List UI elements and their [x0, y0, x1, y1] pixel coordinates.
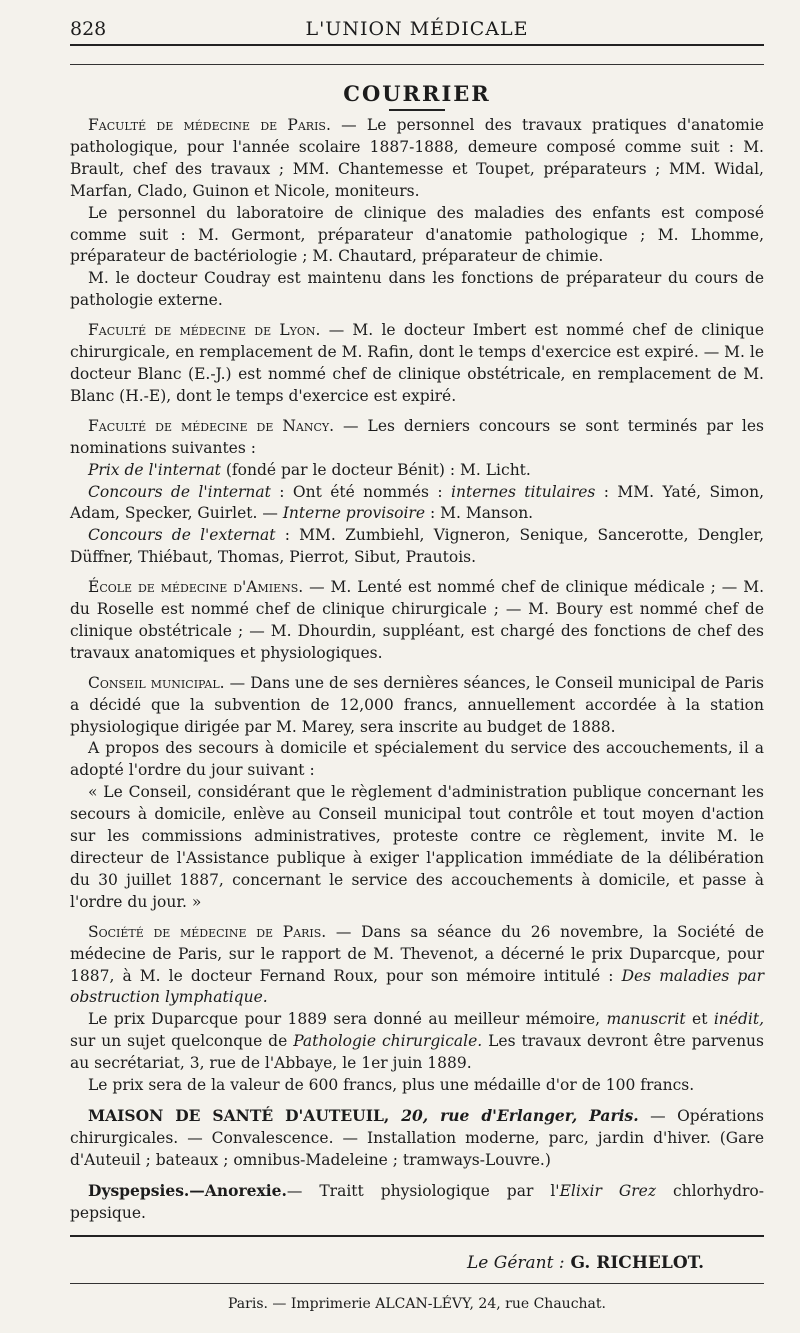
- article-body: [70, 115, 764, 1225]
- text-concours-internat-c: : M. Manson.: [425, 504, 534, 523]
- paragraph-coudray: M. le docteur Coudray est maintenu dans les fonctions de préparateur du cours de pathologie externe.: [70, 269, 764, 310]
- lead-amiens: École de médecine d'Amiens.: [88, 578, 304, 597]
- text-prix-a: Le prix Duparcque pour 1889 sera donné au meilleur mémoire,: [88, 1010, 607, 1029]
- ad-dyspepsie: [70, 1180, 764, 1225]
- paragraph-prix-1889: [70, 1009, 764, 1075]
- ad-dyspepsie-text: — Traitt physiologique par l': [286, 1181, 560, 1200]
- label-prix-internat: Prix de l'internat: [88, 460, 221, 479]
- text-prix-c: et: [685, 1010, 714, 1029]
- ad-maison-name: MAISON DE SANTÉ D'AUTEUIL,: [88, 1105, 390, 1125]
- text-prix-g: Les travaux devront être parvenus au secrétariat, 3, rue de l'Abbaye, le 1er juin 1889.: [70, 1032, 764, 1073]
- paragraph-lyon: [70, 320, 764, 408]
- lead-societe: Société de médecine de Paris.: [88, 922, 327, 941]
- lead-lyon: Faculté de médecine de Lyon.: [88, 321, 321, 340]
- lead-paris: Faculté de médecine de Paris.: [88, 116, 331, 134]
- paragraph-concours-externat: [70, 525, 764, 569]
- ad-maison-text: — Opérations chirurgicales. — Convalescence. — Installation moderne, parc, jardin d'hiver. (Gare d'Auteuil ; bateaux ; omnibus-Madeleine ; tramways-Louvre.): [70, 1106, 764, 1169]
- gerant-signature: [70, 1253, 764, 1273]
- label-internes-titulaires: internes titulaires: [451, 482, 596, 501]
- paragraph-societe: [70, 922, 764, 1010]
- paragraph-prix-valeur: Le prix sera de la valeur de 600 francs, plus une médaille d'or de 100 francs.: [88, 1076, 695, 1095]
- section-title: COURRIER: [343, 81, 491, 106]
- paragraph-quote: « Le Conseil, considérant que le règlement d'administration publique concernant les secours à domicile, enlève au Conseil municipal tout contrôle et tout moyen d'action sur les commissions administratives, proteste contre ce règlement, invite M. le directeur de l'Assistance publique à exiger l'application immédiate de la délibération du 30 juillet 1887, concernant le service des accouchements à domicile, et passe à l'ordre du jour. »: [70, 783, 764, 911]
- gerant-rule: [70, 1283, 764, 1284]
- paragraph-conseil: [70, 673, 764, 739]
- text-nancy: — Les derniers concours se sont terminés par les nominations suivantes :: [70, 416, 764, 457]
- label-interne-provisoire: Interne provisoire: [282, 504, 426, 523]
- imprint: Paris. — Imprimerie ALCAN-LÉVY, 24, rue Chauchat.: [228, 1295, 606, 1312]
- ad-dyspepsie-product: Elixir Grez: [559, 1181, 657, 1200]
- text-prix-e: sur un sujet quelconque de: [70, 1032, 294, 1051]
- ad-dyspepsie-lead: Dyspepsies.—Anorexie.: [88, 1180, 287, 1200]
- text-concours-internat-b: : MM. Yaté, Simon, Adam, Specker, Guirlet. —: [70, 482, 764, 523]
- running-title: L'UNION MÉDICALE: [305, 18, 529, 40]
- text-amiens: — M. Lenté est nommé chef de clinique médicale ; — M. du Roselle est nommé chef de clinique chirurgicale ; — M. Boury est nommé chef de clinique obstétricale ; — M. Dhourdin, suppléant, est chargé des fonctions de chef des travaux anatomiques et physiologiques.: [70, 578, 764, 662]
- label-concours-externat: Concours de l'externat: [88, 526, 276, 545]
- gerant-name: G. RICHELOT.: [564, 1252, 704, 1273]
- text-conseil: — Dans une de ses dernières séances, le Conseil municipal de Paris a décidé que la subvention de 12,000 francs, annuellement accordée à la station physiologique dirigée par M. Marey, sera inscrite au budget de 1888.: [70, 673, 764, 736]
- header-rule: [70, 64, 764, 65]
- text-lyon: — M. le docteur Imbert est nommé chef de clinique chirurgicale, en remplacement de M. Rafin, dont le temps d'exercice est expiré. — M. le docteur Blanc (E.-J.) est nommé chef de clinique obstétricale, en remplacement de M. Blanc (H.-E), dont le temps d'exercice est expiré.: [70, 321, 764, 405]
- text-concours-internat-a: : Ont été nommés :: [270, 482, 452, 501]
- title-rule: [389, 109, 445, 111]
- text-prix-internat: (fondé par le docteur Bénit) : M. Licht.: [220, 460, 531, 479]
- paragraph-nancy: [70, 416, 764, 460]
- text-prix-f: Pathologie chirurgicale.: [293, 1032, 483, 1051]
- text-concours-externat: : MM. Zumbiehl, Vigneron, Senique, Sancerotte, Dengler, Düffner, Thiébaut, Thomas, Pierrot, Sibut, Prautois.: [70, 526, 764, 567]
- text-prix-b: manuscrit: [606, 1010, 686, 1029]
- paragraph-secours: A propos des secours à domicile et spécialement du service des accouchements, il a adopté l'ordre du jour suivant :: [70, 739, 764, 780]
- label-concours-internat: Concours de l'internat: [88, 482, 271, 501]
- lead-conseil: Conseil municipal.: [88, 673, 225, 692]
- memoire-title: Des maladies par obstruction lymphatique.: [70, 966, 764, 1007]
- paragraph-paris: [70, 115, 764, 203]
- ad-dyspepsie-end: chlorhydro-pepsique.: [70, 1181, 764, 1222]
- paragraph-prix-internat: [70, 460, 764, 482]
- gerant-label: Le Gérant :: [466, 1252, 565, 1273]
- paragraph-concours-internat: [70, 482, 764, 526]
- text-paris: — Le personnel des travaux pratiques d'anatomie pathologique, pour l'année scolaire 1887-1888, demeure composé comme suit : M. Brault, chef des travaux ; MM. Chantemesse et Toupet, préparateurs ; MM. Widal, Marfan, Clado, Guinon et Nicole, moniteurs.: [70, 116, 764, 200]
- ad-maison-sante: [70, 1105, 764, 1172]
- ad-maison-address: 20, rue d'Erlanger, Paris.: [389, 1105, 639, 1125]
- lead-nancy: Faculté de médecine de Nancy.: [88, 416, 335, 435]
- paragraph-amiens: [70, 577, 764, 665]
- paragraph-laboratoire: Le personnel du laboratoire de clinique des maladies des enfants est composé comme suit : M. Germont, préparateur d'anatomie pathologique ; M. Lhomme, préparateur de bactériologie ; M. Chautard, préparateur de chimie.: [70, 203, 764, 266]
- running-head: [70, 14, 764, 46]
- text-prix-d: inédit,: [713, 1010, 764, 1029]
- text-societe: — Dans sa séance du 26 novembre, la Société de médecine de Paris, sur le rapport de M. Thevenot, a décerné le prix Duparcque, pour 1887, à M. le docteur Fernand Roux, pour son mémoire intitulé :: [70, 922, 764, 985]
- footer-rule: [70, 1235, 764, 1237]
- page-number: 828: [70, 18, 107, 40]
